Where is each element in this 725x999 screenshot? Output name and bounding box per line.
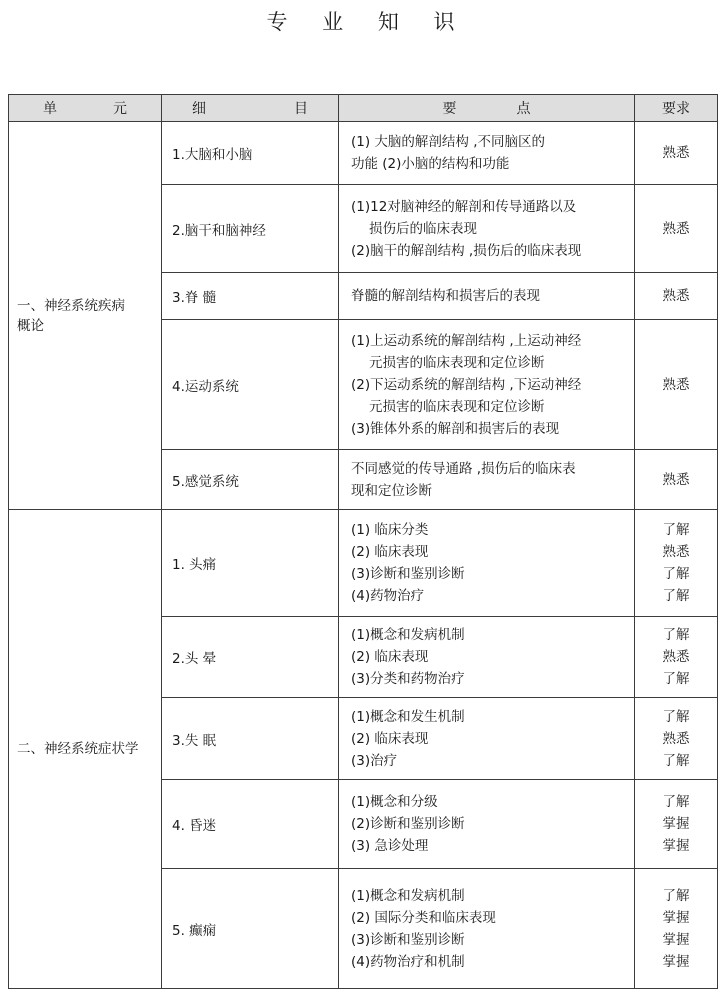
requirement-level: 了解 [662, 708, 690, 725]
requirement-level: 熟悉 [662, 376, 690, 393]
key-points-cell [339, 185, 635, 273]
requirement-level: 了解 [662, 522, 690, 538]
requirement-level: 熟悉 [662, 649, 690, 665]
table-header-row [9, 95, 718, 122]
key-point-line: 不同感觉的传导通路 ,损伤后的临床表 [351, 460, 576, 477]
requirement-cell [635, 780, 718, 869]
requirement-cell [635, 320, 718, 450]
table-row [9, 122, 718, 185]
requirement-level: 熟悉 [662, 471, 690, 488]
header-requirement: 要求 [635, 95, 718, 122]
key-point-line: (1) 临床分类 [351, 522, 429, 538]
subunit-cell: 3.脊 髓 [162, 273, 339, 320]
requirement-cell [635, 510, 718, 617]
key-point-line: (1)12对脑神经的解剖和传导通路以及 [351, 198, 577, 215]
key-point-line: (1)上运动系统的解剖结构 ,上运动神经 [351, 332, 582, 349]
requirement-level: 了解 [662, 794, 690, 810]
requirement-cell [635, 122, 718, 185]
unit-cell [9, 122, 162, 510]
requirement-level: 熟悉 [662, 730, 690, 747]
key-point-line: (1)概念和分级 [351, 794, 438, 810]
requirement-level: 了解 [662, 752, 690, 769]
subunit-cell: 2.头 晕 [162, 617, 339, 698]
key-point-line: 元损害的临床表现和定位诊断 [369, 354, 545, 371]
key-points-cell [339, 780, 635, 869]
key-points-cell [339, 617, 635, 698]
header-key-points: 要点 [339, 95, 635, 122]
unit-name-line: 概论 [17, 317, 44, 334]
key-point-line: (2)下运动系统的解剖结构 ,下运动神经 [351, 376, 582, 393]
requirement-cell [635, 185, 718, 273]
subunit-cell: 5.感觉系统 [162, 450, 339, 510]
key-point-line: (2) 临床表现 [351, 649, 429, 665]
page-title: 专 业 知 识 [266, 10, 469, 34]
requirement-cell [635, 617, 718, 698]
requirement-level: 熟悉 [662, 220, 690, 237]
requirement-level: 掌握 [662, 953, 690, 970]
unit-name-line: 一、神经系统疾病 [17, 297, 125, 314]
key-point-line: (3)锥体外系的解剖和损害后的表现 [351, 420, 560, 437]
key-points-cell [339, 698, 635, 780]
key-point-line: (4)药物治疗和机制 [351, 953, 465, 970]
requirement-level: 掌握 [662, 816, 690, 832]
key-point-line: (4)药物治疗 [351, 588, 425, 604]
key-point-line: (1)概念和发病机制 [351, 627, 465, 643]
key-point-line: 脊髓的解剖结构和损害后的表现 [351, 288, 540, 304]
key-point-line: (2)诊断和鉴别诊断 [351, 816, 465, 832]
key-point-line: 功能 (2)小脑的结构和功能 [351, 156, 510, 172]
requirement-level: 了解 [662, 588, 690, 604]
subunit-cell: 1.大脑和小脑 [162, 122, 339, 185]
subunit-cell: 4. 昏迷 [162, 780, 339, 869]
header-unit: 单元 [9, 95, 162, 122]
subunit-cell: 2.脑干和脑神经 [162, 185, 339, 273]
key-point-line: (1)概念和发生机制 [351, 708, 465, 725]
requirement-level: 了解 [662, 887, 690, 904]
subunit-cell: 3.失 眠 [162, 698, 339, 780]
unit-cell [9, 510, 162, 989]
unit-name-line: 二、神经系统症状学 [17, 741, 139, 757]
requirement-level: 熟悉 [662, 145, 690, 161]
key-point-line: (3)分类和药物治疗 [351, 671, 465, 687]
key-points-cell [339, 450, 635, 510]
requirement-level: 了解 [662, 627, 690, 643]
key-point-line: 现和定位诊断 [351, 482, 432, 499]
subunit-cell: 5. 癫痫 [162, 869, 339, 989]
key-points-cell [339, 122, 635, 185]
header-subunit: 细目 [162, 95, 339, 122]
requirement-level: 了解 [662, 566, 690, 582]
key-point-line: (3) 急诊处理 [351, 838, 429, 854]
key-point-line: (1) 大脑的解剖结构 ,不同脑区的 [351, 134, 545, 150]
requirement-level: 熟悉 [662, 544, 690, 560]
key-point-line: (3)治疗 [351, 752, 398, 769]
requirement-level: 了解 [662, 671, 690, 687]
key-points-cell [339, 510, 635, 617]
key-point-line: (2)脑干的解剖结构 ,损伤后的临床表现 [351, 242, 582, 259]
subunit-cell: 1. 头痛 [162, 510, 339, 617]
key-points-cell [339, 320, 635, 450]
requirement-level: 掌握 [662, 838, 690, 854]
table-body [9, 122, 718, 989]
key-points-cell [339, 869, 635, 989]
key-point-line: (2) 临床表现 [351, 544, 429, 560]
requirement-cell [635, 273, 718, 320]
key-point-line: (2) 国际分类和临床表现 [351, 909, 496, 926]
key-point-line: 元损害的临床表现和定位诊断 [369, 398, 545, 415]
requirement-level: 熟悉 [662, 288, 690, 304]
table-row [9, 510, 718, 617]
key-point-line: (3)诊断和鉴别诊断 [351, 931, 465, 948]
requirement-cell [635, 698, 718, 780]
requirement-level: 掌握 [662, 909, 690, 926]
requirement-cell [635, 450, 718, 510]
key-points-cell [339, 273, 635, 320]
key-point-line: (3)诊断和鉴别诊断 [351, 566, 465, 582]
key-point-line: 损伤后的临床表现 [369, 220, 477, 237]
syllabus-table [8, 94, 718, 989]
key-point-line: (2) 临床表现 [351, 730, 429, 747]
requirement-level: 掌握 [662, 931, 690, 948]
key-point-line: (1)概念和发病机制 [351, 887, 465, 904]
subunit-cell: 4.运动系统 [162, 320, 339, 450]
requirement-cell [635, 869, 718, 989]
